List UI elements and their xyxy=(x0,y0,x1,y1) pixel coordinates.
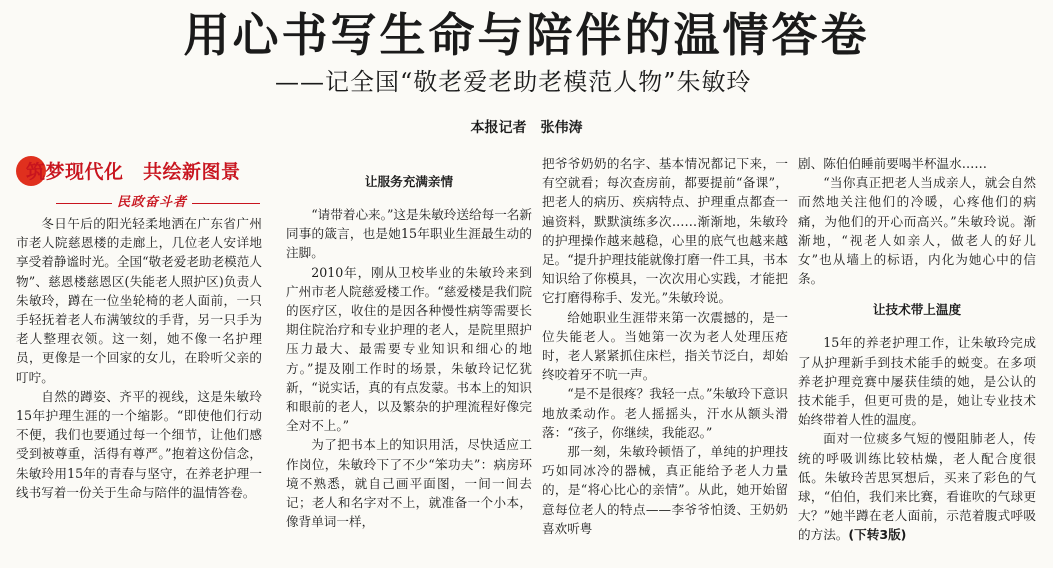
banner-title: 筑梦现代化 共绘新图景 xyxy=(26,161,241,183)
paragraph: 15年的养老护理工作，让朱敏玲完成了从护理新手到技术能手的蜕变。在多项养老护理竞赛中屡获佳绩的她，是公认的技术能手，但更可贵的是，她让专业技术始终带着人性的温度。 xyxy=(798,335,1036,428)
byline: 本报记者 张伟涛 xyxy=(470,120,583,136)
article-column-2 xyxy=(286,158,532,568)
continued-on-page-note: (下转3版) xyxy=(848,527,907,543)
paragraph-text: 面对一位痰多气短的慢阻肺老人，传统的呼吸训练比较枯燥，老人配合度很低。朱敏玲苦思冥想后，买来了彩色的气球，“伯伯，我们来比赛，看谁吹的气球更大？”她半蹲在老人面前，示范着腹式呼吸的方法。 xyxy=(798,431,1036,543)
paragraph: 给她职业生涯带来第一次震撼的，是一位失能老人。当她第一次为老人处理压疮时，老人紧紧抓住床栏，指关节泛白，却始终咬着牙不吭一声。 xyxy=(542,309,788,383)
section-banner xyxy=(16,154,262,212)
section-subtitle: 让服务充满亲情 xyxy=(364,174,454,189)
subheadline: ——记全国“敬老爱老助老模范人物”朱敏玲 xyxy=(275,68,752,96)
article-column-3 xyxy=(542,154,788,564)
banner-subtitle: 民政奋斗者 xyxy=(116,195,187,210)
paragraph xyxy=(798,429,1036,544)
paragraph: “请带着心来。”这是朱敏玲送给每一名新同事的箴言，也是她15年职业生涯最生动的注脚。 xyxy=(286,207,532,261)
paragraph: “是不是很疼？我轻一点。”朱敏玲下意识地放柔动作。老人摇摇头，汗水从额头滑落：“孩子，你继续，我能忍。” xyxy=(542,386,788,440)
paragraph: 剧、陈伯伯睡前要喝半杯温水…… xyxy=(798,156,987,171)
paragraph: 2010年，刚从卫校毕业的朱敏玲来到广州市老人院慈爱楼工作。“慈爱楼是我们院的医疗区，收住的是因各种慢性病等需要长期住院治疗和专业护理的老人，是院里照护压力最大、最需要专业知识和细心的地方。”提及刚工作时的场景，朱敏玲记忆犹新，“说实话，真的有点发蒙。书本上的知识和眼前的老人，以及繁杂的护理流程好像完全对不上。” xyxy=(286,264,532,434)
headline: 用心书写生命与陪伴的温情答卷 xyxy=(183,8,870,62)
paragraph: 那一刻，朱敏玲顿悟了，单纯的护理技巧如同冰冷的器械，真正能给予老人力量的，是“将心比心的亲情”。从此，她开始留意每位老人的特点——李爷爷怕烫、王奶奶喜欢听粤 xyxy=(542,444,788,536)
section-subtitle: 让技术带上温度 xyxy=(872,302,962,318)
paragraph: 冬日午后的阳光轻柔地洒在广东省广州市老人院慈恩楼的走廊上，几位老人安详地享受着静谧时光。全国“敬老爱老助老模范人物”、慈恩楼慈恩区(失能老人照护区)负责人朱敏玲，蹲在一位坐轮椅的老人面前，一只手轻抚着老人布满皱纹的手背，另一只手为老人整理衣领。这一刻，她不像一名护理员，更像是一个回家的女儿，在聆听父亲的叮咛。 xyxy=(16,216,262,385)
banner-rule-left xyxy=(56,203,112,204)
paragraph: “当你真正把老人当成亲人，就会自然而然地关注他们的冷暖，心疼他们的病痛，为他们的开心而高兴。”朱敏玲说。渐渐地，“视老人如亲人，做老人的好儿女”也从墙上的标语，内化为她心中的信条。 xyxy=(798,175,1036,287)
paragraph: 自然的蹲姿、齐平的视线，这是朱敏玲15年护理生涯的一个缩影。“即使他们行动不便，我们也要通过每一个细节，让他们感受到被尊重，活得有尊严。”抱着这份信念，朱敏玲用15年的青春与坚守，在养老护理一线书写着一份关于生命与陪伴的温情答卷。 xyxy=(16,388,262,500)
paragraph: 为了把书本上的知识用活，尽快适应工作岗位，朱敏玲下了不少“笨功夫”：病房环境不熟悉，就自己画平面图，一间一间去记；老人和名字对不上，就准备一个小本，像背单词一样， xyxy=(286,437,532,530)
banner-rule-right xyxy=(192,203,260,204)
article-column-4 xyxy=(798,154,1036,564)
article-column-1 xyxy=(16,154,262,564)
paragraph: 把爷爷奶奶的名字、基本情况都记下来，一有空就看；每次查房前，都要提前“备课”，把老人的病历、疾病特点、护理重点都查一遍资料，默默演练多次……渐渐地，朱敏玲的护理操作越来越稳，心里的底气也越来越足。“提升护理技能就像打磨一件工具，书本知识给了你模具，一次次用心实践，才能把它打磨得称手、发光。”朱敏玲说。 xyxy=(542,156,788,306)
